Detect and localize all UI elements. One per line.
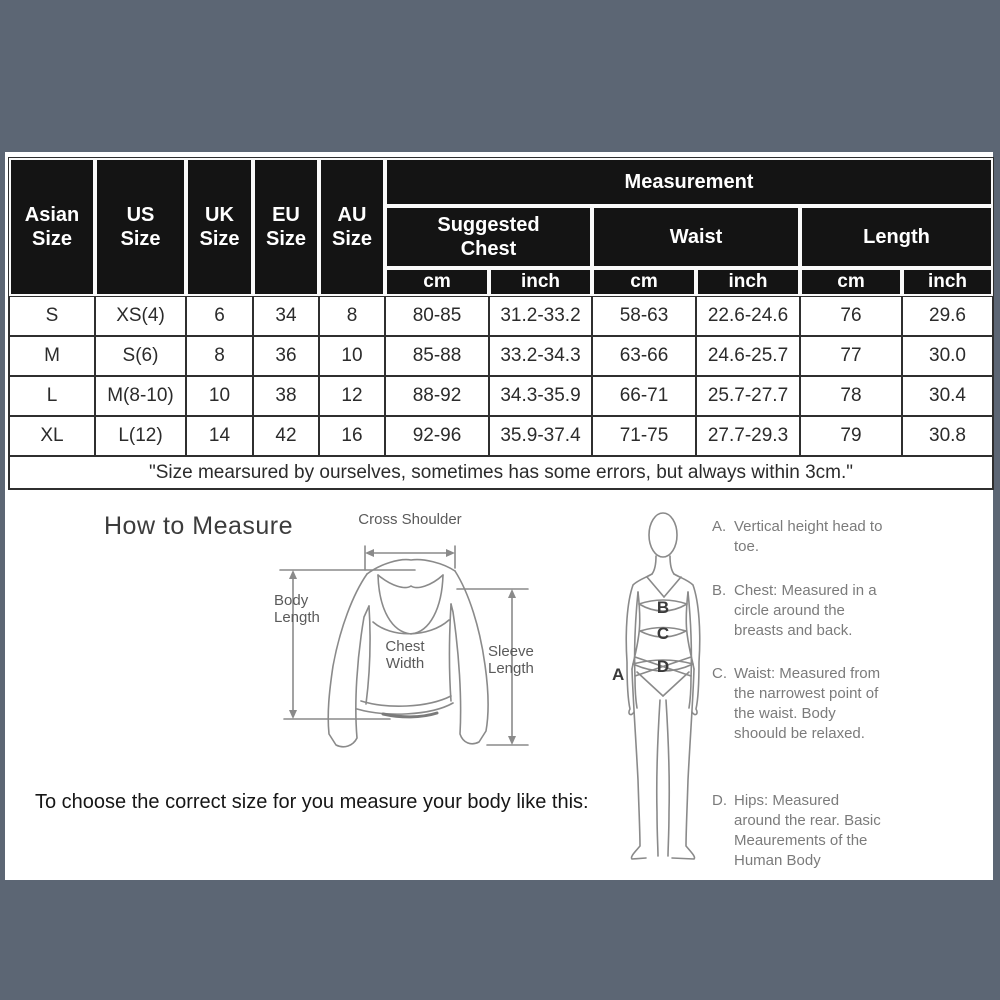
- guide-item-hips: [712, 791, 897, 871]
- choose-size-instruction: To choose the correct size for you measure your body like this:: [35, 791, 589, 813]
- col-header-asian-size: Asian Size: [9, 158, 95, 296]
- group-header-waist: Waist: [592, 206, 800, 268]
- size-cell: 27.7-29.3: [696, 416, 800, 456]
- col-header-au-size: AU Size: [319, 158, 385, 296]
- guide-item-key: B.: [712, 582, 727, 599]
- size-row-l: [9, 376, 993, 416]
- guide-item-key: A.: [712, 518, 727, 535]
- chest-width-label: Chest Width: [385, 638, 425, 672]
- size-cell: 29.6: [902, 296, 993, 336]
- size-cell: 79: [800, 416, 902, 456]
- size-row-xl: [9, 416, 993, 456]
- size-chart-table: [8, 157, 994, 490]
- how-to-measure-title: How to Measure: [104, 512, 294, 540]
- size-cell: M: [9, 336, 95, 376]
- size-cell: 76: [800, 296, 902, 336]
- size-cell: 8: [186, 336, 253, 376]
- size-cell: 33.2-34.3: [489, 336, 592, 376]
- unit-header: inch: [489, 268, 592, 296]
- size-cell: 31.2-33.2: [489, 296, 592, 336]
- size-cell: S(6): [95, 336, 186, 376]
- col-header-uk-size: UK Size: [186, 158, 253, 296]
- group-header-length: Length: [800, 206, 993, 268]
- size-cell: M(8-10): [95, 376, 186, 416]
- size-cell: 6: [186, 296, 253, 336]
- size-row-m: [9, 336, 993, 376]
- size-cell: 80-85: [385, 296, 489, 336]
- size-cell: 38: [253, 376, 319, 416]
- guide-item-text: Hips: Measured around the rear. Basic Meaurements of the Human Body: [734, 792, 881, 869]
- size-cell: 71-75: [592, 416, 696, 456]
- body-length-label: Body Length: [274, 592, 320, 626]
- size-cell: L(12): [95, 416, 186, 456]
- size-cell: L: [9, 376, 95, 416]
- size-cell: 24.6-25.7: [696, 336, 800, 376]
- guide-item-key: D.: [712, 792, 727, 809]
- unit-header: inch: [696, 268, 800, 296]
- cross-shoulder-label: Cross Shoulder: [358, 511, 462, 528]
- size-cell: 10: [319, 336, 385, 376]
- size-cell: XL: [9, 416, 95, 456]
- size-cell: 85-88: [385, 336, 489, 376]
- size-cell: 78: [800, 376, 902, 416]
- size-cell: 77: [800, 336, 902, 376]
- marker-b: B: [656, 598, 670, 617]
- frame-right: [993, 152, 1000, 880]
- size-cell: 34.3-35.9: [489, 376, 592, 416]
- size-cell: 66-71: [592, 376, 696, 416]
- guide-item-text: Vertical height head to toe.: [734, 518, 883, 555]
- size-cell: 8: [319, 296, 385, 336]
- frame-top: [0, 0, 1000, 152]
- marker-d: D: [656, 657, 670, 676]
- body-figure-diagram: [600, 500, 720, 882]
- size-cell: 42: [253, 416, 319, 456]
- measurement-header: Measurement: [385, 158, 993, 206]
- size-cell: 92-96: [385, 416, 489, 456]
- size-cell: 63-66: [592, 336, 696, 376]
- guide-item-waist: [712, 664, 897, 744]
- guide-item-key: C.: [712, 665, 727, 682]
- size-cell: 12: [319, 376, 385, 416]
- sleeve-length-label: Sleeve Length: [488, 643, 534, 677]
- guide-item-chest: [712, 581, 897, 641]
- frame-left: [0, 152, 5, 880]
- size-cell: 58-63: [592, 296, 696, 336]
- marker-a: A: [612, 665, 625, 684]
- size-cell: 16: [319, 416, 385, 456]
- size-cell: S: [9, 296, 95, 336]
- guide-item-text: Chest: Measured in a circle around the breasts and back.: [734, 582, 877, 639]
- size-cell: 14: [186, 416, 253, 456]
- size-cell: 35.9-37.4: [489, 416, 592, 456]
- unit-header: cm: [385, 268, 489, 296]
- col-header-us-size: US Size: [95, 158, 186, 296]
- size-cell: 36: [253, 336, 319, 376]
- unit-header: cm: [592, 268, 696, 296]
- size-cell: 30.4: [902, 376, 993, 416]
- size-cell: XS(4): [95, 296, 186, 336]
- size-cell: 22.6-24.6: [696, 296, 800, 336]
- frame-bottom: [0, 880, 1000, 1000]
- guide-item-height: [712, 517, 897, 557]
- size-cell: 30.8: [902, 416, 993, 456]
- unit-header: cm: [800, 268, 902, 296]
- marker-c: C: [656, 624, 670, 643]
- size-cell: 88-92: [385, 376, 489, 416]
- col-header-eu-size: EU Size: [253, 158, 319, 296]
- size-cell: 25.7-27.7: [696, 376, 800, 416]
- group-header-suggested-chest: Suggested Chest: [385, 206, 592, 268]
- size-cell: 10: [186, 376, 253, 416]
- size-disclaimer: "Size mearsured by ourselves, sometimes has some errors, but always within 3cm.": [9, 456, 993, 489]
- size-row-s: [9, 296, 993, 336]
- figure-outline: [626, 513, 700, 859]
- unit-header: inch: [902, 268, 993, 296]
- size-cell: 30.0: [902, 336, 993, 376]
- size-cell: 34: [253, 296, 319, 336]
- guide-item-text: Waist: Measured from the narrowest point of the waist. Body shoould be relaxed.: [734, 665, 881, 742]
